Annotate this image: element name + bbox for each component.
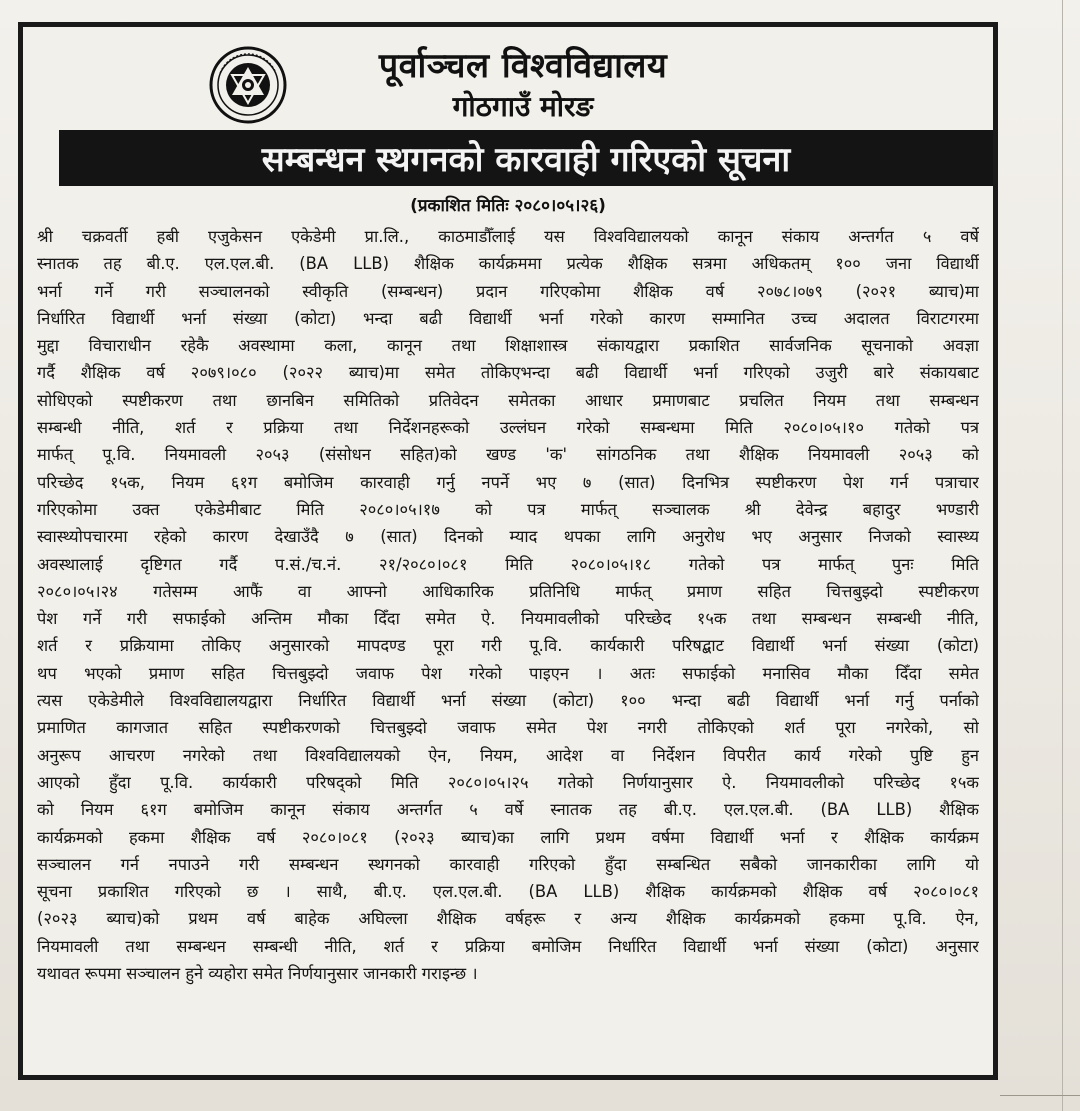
notice-line: स्नातक तह बी.ए. एल.एल.बी. (BA LLB) शैक्षिक कार्यक्रममा प्रत्येक शैक्षिक सत्रमा अधिकतम् १०० जना विद्यार्थी xyxy=(37,254,979,274)
notice-line: आएको हुँदा पू.वि. कार्यकारी परिषद्को मिति २०८०।०५।२५ गतेको निर्णयानुसार ऐ. नियमावलीको परिच्छेद १५क xyxy=(37,772,979,792)
page-edge-line xyxy=(1000,1095,1080,1096)
notice-frame xyxy=(18,22,998,1080)
notice-line: अनुरूप आचरण नगरेको तथा विश्वविद्यालयको ऐन, नियम, आदेश वा निर्देशन विपरीत कार्य गरेको पुष्टि हुन xyxy=(37,745,979,765)
notice-line: अवस्थालाई दृष्टिगत गर्दै प.सं./च.नं. २१/२०८०।०८१ मिति २०८०।०५।१८ गतेको पत्र मार्फत् पुनः मिति xyxy=(37,554,979,574)
notice-line: सञ्चालन गर्न नपाउने गरी सम्बन्धन स्थगनको कारवाही गरिएको हुँदा सम्बन्धित सबैको जानकारीका लागि यो xyxy=(37,854,979,874)
notice-line: त्यस एकेडेमीले विश्वविद्यालयद्वारा निर्धारित विद्यार्थी भर्ना संख्या (कोटा) १०० भन्दा बढी विद्यार्थी भर्ना गर्नु पर्नाको xyxy=(37,691,979,711)
notice-line: सम्बन्धी नीति, शर्त र प्रक्रिया तथा निर्देशनहरूको उल्लंघन गरेको सम्बन्धमा मिति २०८०।०५।१० गतेको पत्र xyxy=(37,418,979,438)
university-name: पूर्वाञ्चल विश्वविद्यालय xyxy=(378,46,668,86)
notice-line: (२०२३ ब्याच)को प्रथम वर्ष बाहेक अघिल्ला शैक्षिक वर्षहरू र अन्य शैक्षिक कार्यक्रमको हकमा पू.वि. ऐन, xyxy=(37,909,979,929)
notice-line: प्रमाणित कागजात सहित स्पष्टीकरणको चित्तबुझ्दो जवाफ समेत पेश नगरी तोकिएको शर्त पूरा नगरेको, सो xyxy=(37,718,979,738)
notice-header xyxy=(23,27,993,127)
notice-line: पेश गर्ने गरी सफाईको अन्तिम मौका दिँदा समेत ऐ. नियमावलीको परिच्छेद १५क तथा सम्बन्धन सम्बन्धी नीति, xyxy=(37,609,979,629)
notice-line: सूचना प्रकाशित गरिएको छ । साथै, बी.ए. एल.एल.बी. (BA LLB) शैक्षिक कार्यक्रमको शैक्षिक वर्ष २०८०।०८१ xyxy=(37,882,979,902)
notice-line: मार्फत् पू.वि. नियमावली २०५३ (संसोधन सहित)को खण्ड 'क' सांगठनिक तथा शैक्षिक नियमावली २०५३ को xyxy=(37,445,979,465)
notice-line: शर्त र प्रक्रियामा तोकिए अनुसारको मापदण्ड पूरा गरी पू.वि. कार्यकारी परिषद्बाट विद्यार्थी भर्ना संख्या (कोटा) xyxy=(37,636,979,656)
notice-line: स्वास्थ्योपचारमा रहेको कारण देखाउँदै ७ (सात) दिनको म्याद थपका लागि अनुरोध भए अनुसार निजको स्वास्थ्य xyxy=(37,527,979,547)
notice-body xyxy=(37,223,979,987)
university-location: गोठगाउँ मोरङ xyxy=(452,90,594,123)
university-seal-icon xyxy=(208,45,288,125)
notice-line: भर्ना गर्ने गरी सञ्चालनको स्वीकृति (सम्बन्धन) प्रदान गरिएकोमा शैक्षिक वर्ष २०७८।०७९ (२०२१ ब्याच)मा xyxy=(37,281,979,301)
notice-line: गरिएकोमा उक्त एकेडेमीबाट मिति २०८०।०५।१७ को पत्र मार्फत् सञ्चालक श्री देवेन्द्र बहादुर भण्डारी xyxy=(37,499,979,519)
notice-line: निर्धारित विद्यार्थी भर्ना संख्या (कोटा) भन्दा बढी विद्यार्थी भर्ना गरेको कारण सम्मानित उच्च अदालत विराटगरमा xyxy=(37,308,979,328)
notice-line: नियमावली तथा सम्बन्धन सम्बन्धी नीति, शर्त र प्रक्रिया बमोजिम निर्धारित विद्यार्थी भर्ना संख्या (कोटा) अनुसार xyxy=(37,936,979,956)
notice-line: परिच्छेद १५क, नियम ६१ग बमोजिम कारवाही गर्नु नपर्ने भए ७ (सात) दिनभित्र स्पष्टीकरण पेश गर्न पत्राचार xyxy=(37,472,979,492)
notice-line: मुद्दा विचाराधीन रहेकै अवस्थामा कला, कानून तथा शिक्षाशास्त्र संकायद्वारा प्रकाशित सार्वजनिक सूचनाको अवज्ञा xyxy=(37,336,979,356)
published-date: (प्रकाशित मितिः २०८०।०५।२६) xyxy=(410,196,606,216)
notice-line: थप भएको प्रमाण सहित चित्तबुझ्दो जवाफ पेश गरेको पाइएन । अतः सफाईको मनासिव मौका दिँदा समेत xyxy=(37,663,979,683)
notice-line: श्री चक्रवर्ती हबी एजुकेसन एकेडेमी प्रा.लि., काठमाडौँलाई यस विश्वविद्यालयको कानून संकाय अन्तर्गत ५ वर्षे xyxy=(37,227,979,246)
notice-line: गर्दै शैक्षिक वर्ष २०७९।०८० (२०२२ ब्याच)मा समेत तोकिएभन्दा बढी विद्यार्थी भर्ना गरिएको उजुरी बारे संकायबाट xyxy=(37,363,979,383)
notice-title-banner: सम्बन्धन स्थगनको कारवाही गरिएको सूचना xyxy=(59,130,993,186)
notice-line: सोधिएको स्पष्टीकरण तथा छानबिन समितिको प्रतिवेदन समेतका आधार प्रमाणबाट प्रचलित नियम तथा सम्बन्धन xyxy=(37,390,979,410)
notice-line: २०८०।०५।२४ गतेसम्म आफैं वा आफ्नो आधिकारिक प्रतिनिधि मार्फत् प्रमाण सहित चित्तबुझ्दो स्पष्टीकरण xyxy=(37,581,979,601)
notice-line: कार्यक्रमको हकमा शैक्षिक वर्ष २०८०।०८१ (२०२३ ब्याच)का लागि प्रथम वर्षमा विद्यार्थी भर्ना र शैक्षिक कार्यक्रम xyxy=(37,827,979,847)
notice-line: यथावत रूपमा सञ्चालन हुने व्यहोरा समेत निर्णयानुसार जानकारी गराइन्छ । xyxy=(37,964,478,984)
notice-line: को नियम ६१ग बमोजिम कानून संकाय अन्तर्गत ५ वर्षे स्नातक तह बी.ए. एल.एल.बी. (BA LLB) शैक्षिक xyxy=(37,800,979,820)
page-fold-line xyxy=(1062,0,1063,1111)
